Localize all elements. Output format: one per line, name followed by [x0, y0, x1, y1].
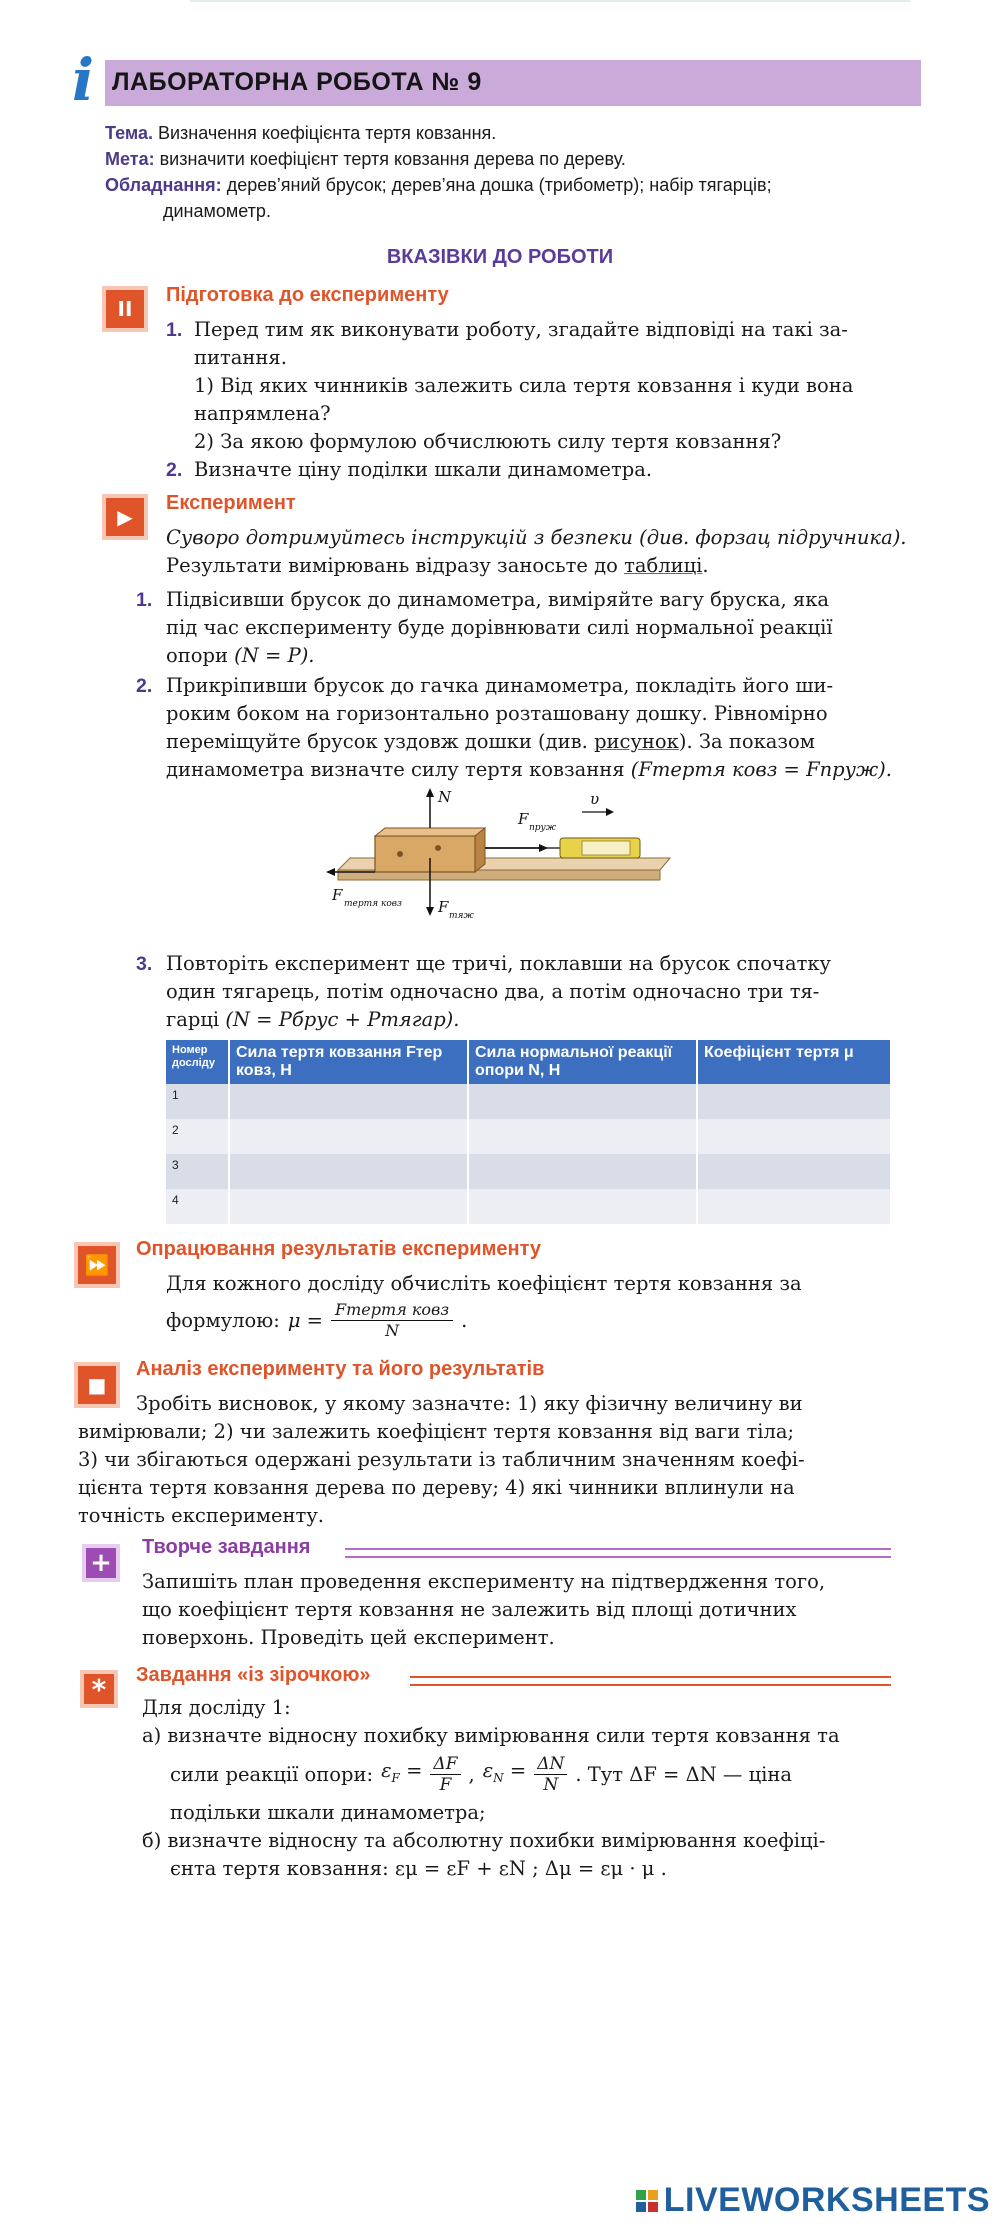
liveworksheets-logo[interactable]: [636, 2181, 990, 2220]
label-N: N: [438, 788, 452, 806]
normal-force-cell[interactable]: [468, 1119, 697, 1154]
formula-mu: μ =: [287, 1308, 324, 1332]
normal-force-arrowhead: [426, 788, 434, 797]
prep-question-1-line2: напрямлена?: [194, 402, 331, 425]
analysis-text: [78, 1390, 892, 1530]
equipment-line: [105, 172, 925, 198]
prep-item-2-number: 2.: [166, 459, 183, 481]
step-1-line3-text: опори: [166, 644, 228, 667]
step-3-line3: [166, 1006, 831, 1034]
results-note: [166, 552, 926, 580]
gravity-force-arrowhead: [426, 907, 434, 916]
figure-link[interactable]: рисунок: [594, 730, 679, 753]
prep-item-2-text: Визначте ціну поділки шкали динамометра.: [194, 458, 653, 481]
step-2-line4: [166, 756, 892, 784]
row-number: 2: [166, 1119, 229, 1154]
spring-force-arrowhead: [539, 844, 548, 852]
formula-end: .: [461, 1308, 468, 1332]
normal-force-cell[interactable]: [468, 1189, 697, 1224]
block-top: [375, 828, 485, 836]
step-1-line3: [166, 642, 833, 670]
friction-force-cell[interactable]: [229, 1084, 468, 1119]
fast-forward-icon: ⏩: [78, 1246, 116, 1284]
step-2-line1: Прикріпивши брусок до гачка динамометра, покладіть його ши-: [166, 674, 834, 697]
formula-fraction: [331, 1300, 453, 1341]
star-a-line2-text: сили реакції опори:: [170, 1762, 374, 1786]
info-i-icon: i: [72, 46, 95, 114]
experiment-title: Експеримент: [166, 492, 296, 514]
row-number: 3: [166, 1154, 229, 1189]
star-a-line2: [142, 1754, 892, 1795]
friction-experiment-figure: [320, 788, 690, 938]
block-knot: [435, 845, 441, 851]
star-b-line2: єнта тертя ковзання: εμ = εF + εN ; Δμ = εμ · μ .: [170, 1857, 667, 1880]
analysis-line2: вимірювали; 2) чи залежить коефіцієнт тертя ковзання від ваги тіла;: [78, 1420, 795, 1443]
prep-item-1-number: 1.: [166, 319, 183, 341]
tema-line: [105, 120, 925, 146]
experiment-intro: [166, 524, 926, 580]
table-header-row: [166, 1040, 891, 1084]
star-a-line2-end: . Тут ΔF = ΔN — ціна: [575, 1762, 793, 1786]
asterisk-icon: *: [84, 1674, 114, 1704]
epsilon-N-numerator: ΔN: [534, 1754, 567, 1775]
epsilon-F-fraction: [430, 1754, 460, 1795]
step-1-line2: під час експерименту буде дорівнювати силі нормальної реакції: [166, 616, 833, 639]
table-row: [166, 1119, 891, 1154]
analysis-title: Аналіз експерименту та його результатів: [136, 1358, 545, 1380]
prep-question-1-line1: 1) Від яких чинників залежить сила тертя ковзання і куди вона: [194, 374, 854, 397]
dynamometer-scale: [582, 841, 630, 855]
analysis-line5: точність експерименту.: [78, 1504, 325, 1527]
step-2-line3b: ). За показом: [678, 730, 815, 753]
step-2-line3: [166, 728, 892, 756]
label-F-friction-sub: тертя ковз: [344, 899, 402, 909]
step-2-number: 2.: [136, 675, 153, 697]
star-a-line1: а) визначте відносну похибку вимірювання сили тертя ковзання та: [142, 1724, 840, 1747]
star-task-body: [142, 1694, 892, 1883]
table-row: [166, 1189, 891, 1224]
tema-label: Тема.: [105, 123, 153, 143]
step-2-line4-text: динамометра визначте силу тертя ковзання: [166, 758, 625, 781]
epsilon-F-label: $\varepsilon_F$ =: [381, 1759, 423, 1785]
play-icon: ▶: [106, 498, 144, 536]
star-a-line3: подільки шкали динамометра;: [170, 1801, 486, 1824]
prep-question-2: 2) За якою формулою обчислюють силу тертя ковзання?: [194, 430, 782, 453]
creative-divider: [345, 1548, 891, 1558]
epsilon-N-label: $\varepsilon_N$ =: [482, 1759, 527, 1785]
coefficient-cell[interactable]: [697, 1189, 891, 1224]
page-title: ЛАБОРАТОРНА РОБОТА № 9: [112, 68, 482, 96]
velocity-arrowhead: [606, 808, 614, 816]
table-link[interactable]: таблиці: [624, 554, 703, 577]
mета-line: [105, 146, 925, 172]
processing-line1: Для кожного досліду обчисліть коефіцієнт тертя ковзання за: [166, 1272, 802, 1295]
processing-line2: формулою:: [166, 1308, 280, 1332]
friction-force-cell[interactable]: [229, 1154, 468, 1189]
step-1: [136, 586, 926, 670]
coefficient-cell[interactable]: [697, 1119, 891, 1154]
prep-list: [166, 316, 926, 484]
epsilon-F-denominator: F: [439, 1775, 452, 1795]
label-F-gravity-sub: тяж: [449, 911, 474, 921]
meta-label: Мета:: [105, 149, 155, 169]
results-text: Результати вимірювань відразу заносьте до: [166, 554, 625, 577]
logo-text: LIVEWORKSHEETS: [663, 2181, 990, 2219]
analysis-line1: Зробіть висновок, у якому зазначте: 1) яку фізичну величину ви: [136, 1392, 803, 1415]
prep-item-1-line1: Перед тим як виконувати роботу, згадайте відповіді на такі за-: [194, 318, 848, 341]
equipment-text-2: динамометр.: [163, 201, 271, 221]
comma: ,: [468, 1762, 475, 1786]
star-task-divider: [410, 1676, 891, 1686]
analysis-line3: 3) чи збігаються одержані результати із табличним значенням коефі-: [78, 1448, 805, 1471]
creative-line1: Запишіть план проведення експерименту на підтвердження того,: [142, 1570, 826, 1593]
equipment-label: Обладнання:: [105, 175, 222, 195]
step-1-number: 1.: [136, 589, 153, 611]
formula-numerator: Fтертя ковз: [331, 1300, 453, 1321]
block-knot: [397, 851, 403, 857]
meta-text: визначити коефіцієнт тертя ковзання дерева по дереву.: [159, 149, 626, 169]
top-divider: [190, 0, 910, 2]
experiment-steps: [136, 586, 926, 784]
star-task-title: Завдання «із зірочкою»: [136, 1664, 371, 1686]
processing-formula-line: [166, 1300, 892, 1341]
coefficient-cell[interactable]: [697, 1154, 891, 1189]
processing-text: [166, 1270, 892, 1341]
block-side: [475, 828, 485, 872]
step-2: [136, 672, 926, 784]
prep-item-1: [166, 316, 926, 456]
step-2-formula: (Fтертя ковз = Fпруж).: [630, 758, 892, 781]
meta-block: [105, 120, 925, 224]
table-row: [166, 1154, 891, 1189]
step-3-row: [136, 950, 926, 1034]
logo-grid-icon: [636, 2190, 658, 2212]
instructions-title: ВКАЗІВКИ ДО РОБОТИ: [386, 246, 614, 268]
header-friction-coefficient: Коефіцієнт тертя μ: [697, 1040, 891, 1084]
prep-item-1-line2: питання.: [194, 346, 287, 369]
results-end: .: [702, 554, 709, 577]
step-3-line3-text: гарці: [166, 1008, 220, 1031]
stop-icon: ■: [78, 1366, 116, 1404]
prep-title: Підготовка до експерименту: [166, 284, 449, 306]
epsilon-F-numerator: ΔF: [430, 1754, 460, 1775]
label-F-spring: F: [518, 810, 529, 828]
star-b-line1: б) визначте відносну та абсолютну похибки вимірювання коефіці-: [142, 1829, 826, 1852]
formula-denominator: N: [385, 1321, 400, 1340]
friction-force-cell[interactable]: [229, 1189, 468, 1224]
creative-title: Творче завдання: [142, 1536, 311, 1558]
wooden-block: [375, 836, 475, 872]
tema-text: Визначення коефіцієнта тертя ковзання.: [157, 123, 497, 143]
normal-force-cell[interactable]: [468, 1084, 697, 1119]
safety-note: Суворо дотримуйтесь інструкцій з безпеки (див. форзац підручника).: [166, 526, 907, 549]
label-v: υ: [590, 790, 600, 808]
creative-line2: що коефіцієнт тертя ковзання не залежить від площі дотичних: [142, 1598, 797, 1621]
processing-title: Опрацювання результатів експерименту: [136, 1238, 542, 1260]
step-3-line2: один тягарець, потім одночасно два, а потім одночасно три тя-: [166, 980, 820, 1003]
step-1-formula: (N = P).: [234, 644, 315, 667]
row-number: 4: [166, 1189, 229, 1224]
creative-text: [142, 1568, 892, 1652]
star-intro: Для досліду 1:: [142, 1696, 291, 1719]
step-1-line1: Підвісивши брусок до динамометра, виміряйте вагу бруска, яка: [166, 588, 830, 611]
pause-icon: II: [106, 290, 144, 328]
label-F-friction: F: [332, 886, 343, 904]
results-table: [166, 1040, 892, 1224]
row-number: 1: [166, 1084, 229, 1119]
epsilon-N-fraction: [534, 1754, 567, 1795]
coefficient-cell[interactable]: [697, 1084, 891, 1119]
header-normal-force: Сила нормальної реакції опори N, Н: [468, 1040, 697, 1084]
header-friction-force: Сила тертя ковзання Fтер ковз, Н: [229, 1040, 468, 1084]
step-3-number: 3.: [136, 953, 153, 975]
normal-force-cell[interactable]: [468, 1154, 697, 1189]
header-experiment-number: Номер досліду: [166, 1040, 229, 1084]
prep-item-2: [166, 456, 926, 484]
step-3-formula: (N = Pбрус + Pтягар).: [225, 1008, 460, 1031]
label-F-gravity: F: [438, 898, 449, 916]
analysis-line4: цієнта тертя ковзання дерева по дереву; 4) які чинники вплинули на: [78, 1476, 795, 1499]
step-3: [136, 950, 926, 1034]
step-3-line1: Повторіть експеримент ще тричі, поклавши на брусок спочатку: [166, 952, 832, 975]
table-row: [166, 1084, 891, 1119]
creative-line3: поверхонь. Проведіть цей експеримент.: [142, 1626, 555, 1649]
step-2-line2: роким боком на горизонтально розташовану дошку. Рівномірно: [166, 702, 828, 725]
step-2-line3a: переміщуйте брусок уздовж дошки (див.: [166, 730, 595, 753]
equipment-text: дерев’яний брусок; дерев’яна дошка (трибометр); набір тягарців;: [226, 175, 772, 195]
friction-force-cell[interactable]: [229, 1119, 468, 1154]
plus-icon: +: [86, 1548, 116, 1578]
friction-force-arrowhead: [326, 868, 335, 876]
label-F-spring-sub: пруж: [529, 823, 557, 833]
epsilon-N-denominator: N: [543, 1775, 559, 1795]
